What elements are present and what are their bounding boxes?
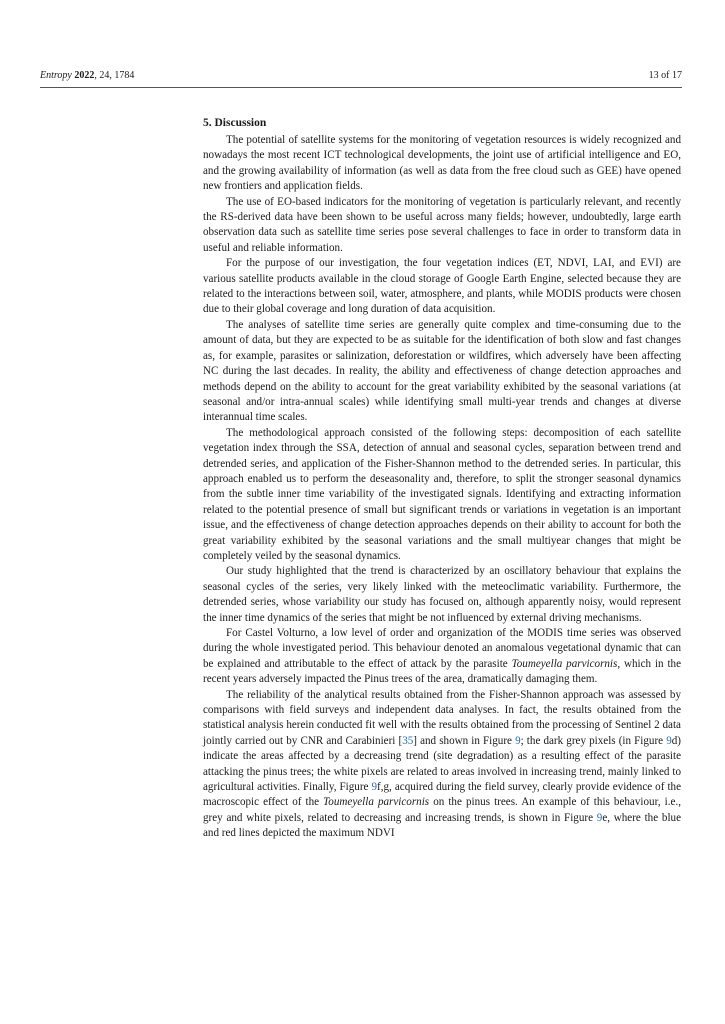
- journal-citation: [40, 68, 134, 84]
- paragraph: The analyses of satellite time series are generally quite complex and time-consuming due to the amount of data, but they are expected to be as suitable for the identification of both slow and fast changes as, for example, parasites or salinization, deforestation or wildfires, which adversely have been affecting NC during the last decades. In reality, the ability and effectiveness of change detection approaches and methods depend on the ability to account for the great variability exhibited by the seasonal variations (at seasonal and/or intra-annual scales) while identifying small multi-year trends and changes at diverse interannual time scales.: [203, 318, 681, 424]
- page-number: 13 of 17: [648, 70, 682, 81]
- paragraph-text: ; the dark grey pixels (in Figure: [520, 734, 667, 747]
- figure-link-9e[interactable]: 9: [596, 811, 603, 824]
- journal-name: Entropy: [40, 70, 72, 81]
- paragraph-text: The reliability of the analytical results obtained from the Fisher-Shannon approach was assessed by comparisons with field surveys and independent data analyses. In fact, the results obtained from the statistical analysis herein conducted fit well with the results obtained from the processing of Sentinel 2 data jointly carried out by CNR and Carabinieri [: [203, 688, 681, 747]
- journal-year: 2022: [74, 70, 95, 81]
- species-name: Toumeyella parvicornis: [323, 796, 430, 809]
- paragraph-text: d) indicate the areas affected by a decreasing trend (site degradation) as a resulting effect of the parasite attacking the pinus trees; the white pixels are related to areas involved in increasing trend, mainly linked to agricultural activities. Finally, Figure: [203, 734, 681, 794]
- journal-volume: , 24, 1784: [94, 70, 135, 81]
- paragraph-text: on the pinus trees. An example of this behaviour, i.e., grey and white pixels, related to decreasing and increasing trends, is shown in Figure: [203, 796, 681, 824]
- figure-link-9[interactable]: 9: [515, 734, 521, 747]
- paragraph: The methodological approach consisted of the following steps: decomposition of each satellite vegetation index through the SSA, detection of annual and seasonal cycles, separation between trend and detrended series, and application of the Fisher-Shannon method to the detrended series. In particular, this approach enabled us to perform the deseasonality and, therefore, to split the stronger seasonal dynamics from the subtle inner time variability of the investigated signals. Identifying and extracting information related to the potential presence of small but significant trends or variations in vegetation is an important issue, and the effectiveness of change detection approaches depends on their ability to account for both the great variability exhibited by the seasonal variations and the small multiyear changes that might be completely veiled by the seasonal dynamics.: [203, 426, 681, 562]
- paragraph: The potential of satellite systems for the monitoring of vegetation resources is widely recognized and nowadays the most recent ICT technological developments, the joint use of artificial intelligence and EO, and the growing availability of information (as well as data from the free cloud such as GEE) have opened new frontiers and application fields.: [203, 134, 681, 193]
- paragraph-text: e, where the blue and red lines depicted the maximum NDVI: [203, 811, 681, 840]
- species-name: Toumeyella parvicornis: [511, 657, 618, 670]
- paragraph-text: For Castel Volturno, a low level of order and organization of the MODIS time series was observed during the whole investigated period. This behaviour denoted an anomalous vegetational dynamic that can be explained and attributable to the effect of attack by the parasite: [203, 627, 681, 670]
- header-divider: [40, 87, 682, 88]
- discussion-body: [203, 133, 681, 842]
- figure-link-9fg[interactable]: 9: [371, 781, 378, 794]
- citation-link-35[interactable]: 35: [402, 734, 414, 747]
- paragraph: [203, 626, 681, 688]
- section-heading: 5. Discussion: [203, 117, 267, 129]
- running-header: [40, 68, 682, 84]
- paragraph-text: , which in the recent years adversely impacted the Pinus trees of the area, dramatically damaging them.: [203, 657, 681, 686]
- paragraph: [203, 688, 681, 842]
- paragraph-text: ] and shown in Figure: [413, 734, 516, 747]
- paragraph-text: f,g, acquired during the field survey, clearly provide evidence of the macroscopic effect of the: [203, 781, 682, 809]
- paragraph: Our study highlighted that the trend is characterized by an oscillatory behaviour that explains the seasonal cycles of the series, very likely linked with the meteoclimatic variability. Furthermore, the detrended series, whose variability our study has focused on, although apparently noisy, would represent the inner time dynamics of the series that might be not influenced by external driving mechanisms.: [203, 565, 681, 624]
- figure-link-9d[interactable]: 9: [666, 734, 672, 747]
- paragraph: The use of EO-based indicators for the monitoring of vegetation is particularly relevant, and recently the RS-derived data have been shown to be useful across many fields; however, undoubtedly, large earth observation data such as satellite time series pose several challenges to face in order to transform data in useful and reliable information.: [203, 195, 681, 254]
- paragraph: For the purpose of our investigation, the four vegetation indices (ET, NDVI, LAI, and EVI) are various satellite products available in the cloud storage of Google Earth Engine, selected because they are related to the interactions between soil, water, atmosphere, and plants, while MODIS products were chosen due to their global coverage and long duration of data acquisition.: [203, 257, 681, 316]
